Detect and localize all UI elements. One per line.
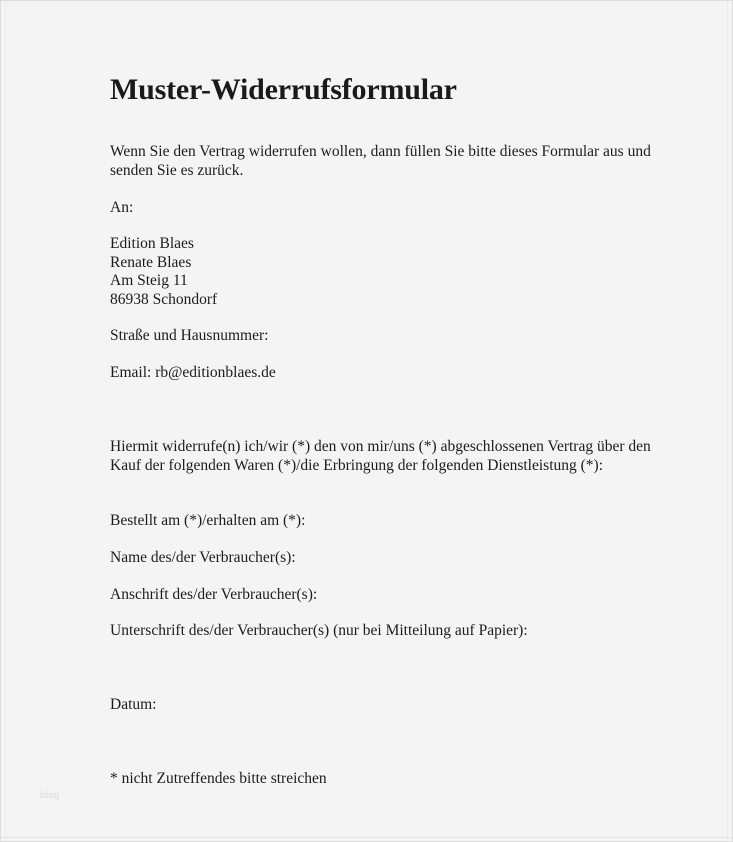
recipient-street: Am Steig 11	[110, 272, 188, 289]
page-edge-right	[727, 1, 728, 841]
recipient-company: Edition Blaes	[110, 235, 194, 252]
watermark-text: blog	[40, 791, 60, 801]
page-edge-left	[5, 1, 6, 841]
intro-line-2: senden Sie es zurück.	[110, 162, 244, 179]
footnote: * nicht Zutreffendes bitte streichen	[110, 770, 327, 787]
field-ordered: Bestellt am (*)/erhalten am (*):	[110, 512, 306, 529]
field-address: Anschrift des/der Verbraucher(s):	[110, 586, 318, 603]
recipient-label: An:	[110, 199, 134, 216]
street-label: Straße und Hausnummer:	[110, 327, 269, 344]
field-signature: Unterschrift des/der Verbraucher(s) (nur bei Mitteilung auf Papier):	[110, 622, 528, 639]
recipient-name: Renate Blaes	[110, 254, 192, 271]
field-date: Datum:	[110, 696, 157, 713]
intro-line-1: Wenn Sie den Vertrag widerrufen wollen, dann füllen Sie bitte dieses Formular aus und	[110, 143, 651, 160]
email-line: Email: rb@editionblaes.de	[110, 364, 276, 381]
recipient-city: 86938 Schondorf	[110, 291, 218, 308]
document-title: Muster-Widerrufsformular	[110, 73, 457, 106]
field-name: Name des/der Verbraucher(s):	[110, 549, 296, 566]
page-edge-bottom	[1, 837, 732, 838]
declaration-line-2: Kauf der folgenden Waren (*)/die Erbringung der folgenden Dienstleistung (*):	[110, 457, 604, 474]
declaration-line-1: Hiermit widerrufe(n) ich/wir (*) den von mir/uns (*) abgeschlossenen Vertrag über den	[110, 438, 651, 455]
